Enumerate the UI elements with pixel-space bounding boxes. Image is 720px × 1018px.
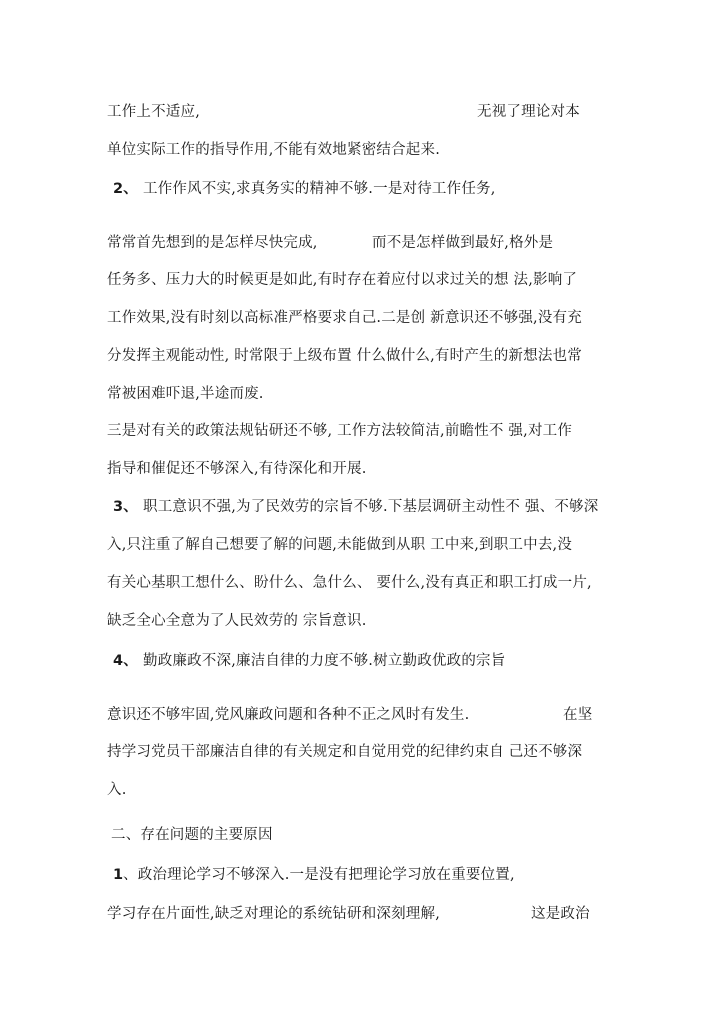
line-text: 在坚: [563, 707, 593, 723]
line-text: 任务多、压力大的时候更是如此,有时存在着应付以求过关的想 法,影响了: [107, 272, 578, 288]
heading-text: 二、存在问题的主要原因: [111, 827, 273, 843]
line-text: 这是政治: [531, 906, 590, 922]
line-text: 而不是怎样做到最好,格外是: [372, 235, 554, 251]
item-number: 3、: [113, 499, 138, 515]
line-text: 工作作风不实,求真务实的精神不够.一是对待工作任务,: [143, 181, 496, 197]
line-text: 常常首先想到的是怎样尽快完成,: [107, 235, 318, 251]
line-text: 三是对有关的政策法规钻研还不够, 工作方法较简洁,前瞻性不 强,对工作: [107, 423, 573, 439]
line-text: 职工意识不强,为了民效劳的宗旨不够.下基层调研主动性不 强、不够深: [143, 499, 599, 515]
line-text: 指导和催促还不够深入,有待深化和开展.: [107, 461, 367, 477]
item-number: 1: [113, 867, 124, 883]
line-text: 分发挥主观能动性, 时常限于上级布置 什么做什么,有时产生的新想法也常: [107, 348, 582, 364]
line-text: 意识还不够牢固,党风廉政问题和各种不正之风时有发生.: [107, 707, 470, 723]
line-text: 工作效果,没有时刻以高标准严格要求自己.二是创 新意识还不够强,没有充: [107, 310, 582, 326]
line-text: 入.: [107, 782, 127, 798]
item-number: 4、: [113, 653, 138, 669]
line-text: 工作上不适应,: [107, 104, 201, 120]
line-text: 缺乏全心全意为了人民效劳的 宗旨意识.: [107, 613, 367, 629]
line-text: 有关心基职工想什么、盼什么、急什么、 要什么,没有真正和职工打成一片,: [107, 575, 592, 591]
item-number: 2、: [113, 181, 138, 197]
line-text: 勤政廉政不深,廉洁自律的力度不够.树立勤政优政的宗旨: [143, 653, 506, 669]
line-text: 无视了理论对本: [477, 104, 580, 120]
line-text: 常被困难吓退,半途而废.: [107, 386, 264, 402]
line-text: 、政治理论学习不够深入.一是没有把理论学习放在重要位置,: [123, 867, 515, 883]
line-text: 持学习党员干部廉洁自律的有关规定和自觉用党的纪律约束自 己还不够深: [107, 744, 583, 760]
line-text: 单位实际工作的指导作用,不能有效地紧密结合起来.: [107, 142, 441, 158]
line-text: 入,只注重了解自己想要了解的问题,未能做到从职 工中来,到职工中去,没: [107, 537, 573, 553]
line-text: 学习存在片面性,缺乏对理论的系统钻研和深刻理解,: [107, 906, 441, 922]
